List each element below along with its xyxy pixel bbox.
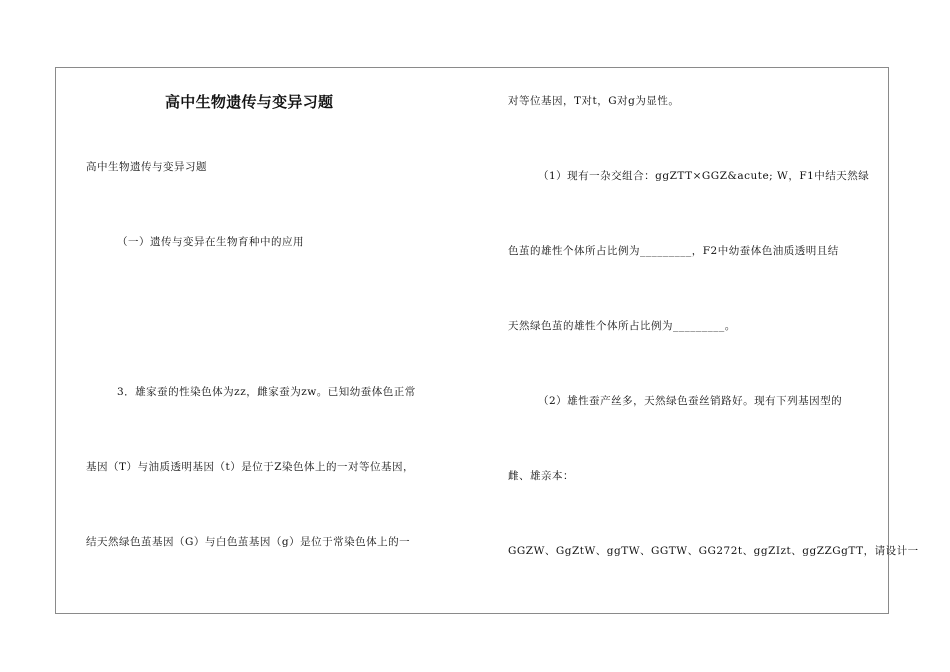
right-paragraph-4: 天然绿色茧的雄性个体所占比例为_________。 [508,320,736,332]
page-frame [55,67,889,614]
right-paragraph-5: （2）雄性蚕产丝多，天然绿色蚕丝销路好。现有下列基因型的 [538,395,843,407]
document-title: 高中生物遗传与变异习题 [165,93,334,111]
left-paragraph-2: 基因（T）与油质透明基因（t）是位于Z染色体上的一对等位基因， [86,461,415,473]
section-heading: （一）遗传与变异在生物育种中的应用 [117,236,304,248]
left-subtitle: 高中生物遗传与变异习题 [86,161,207,173]
right-paragraph-1: 对等位基因，T对t，G对g为显性。 [508,95,680,107]
right-paragraph-3: 色茧的雄性个体所占比例为_________，F2中幼蚕体色油质透明且结 [508,245,839,257]
right-paragraph-7: GGZW、GgZtW、ggTW、GGTW、GG272t、ggZIzt、ggZZGgTT，请设计一 [508,545,919,557]
left-paragraph-3: 结天然绿色茧基因（G）与白色茧基因（g）是位于常染色体上的一 [86,536,411,548]
right-paragraph-2: （1）现有一杂交组合：ggZTT×GGZ&acute; W，F1中结天然绿 [538,170,870,182]
right-paragraph-6: 雌、雄亲本： [508,470,574,482]
left-paragraph-1: 3．雄家蚕的性染色体为zz，雌家蚕为zw。已知幼蚕体色正常 [117,386,416,398]
